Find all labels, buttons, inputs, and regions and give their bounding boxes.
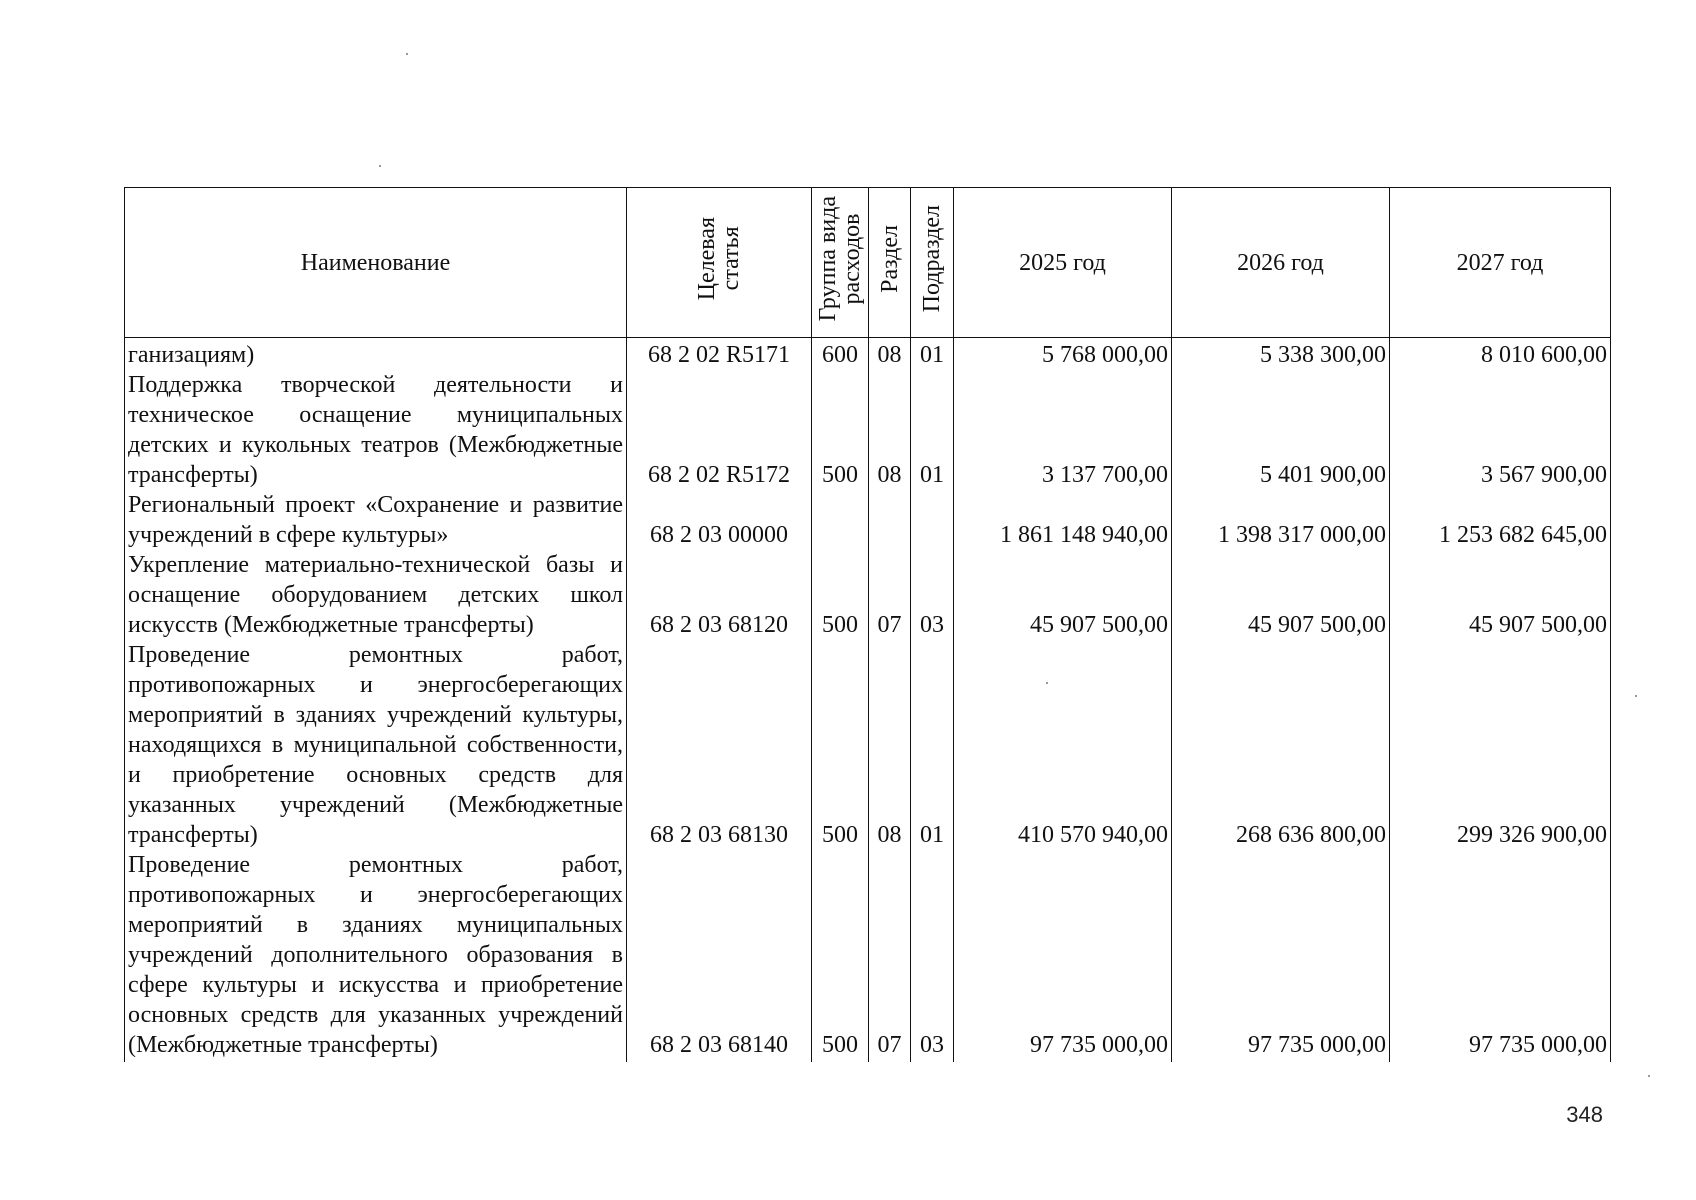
header-2025: 2025 год bbox=[954, 188, 1172, 338]
row-expense-group: 600 bbox=[812, 338, 869, 371]
row-section: 07 bbox=[869, 550, 911, 640]
row-amount-2027: 97 735 000,00 bbox=[1390, 850, 1611, 1062]
row-subsection: 01 bbox=[911, 370, 954, 490]
row-subsection: 03 bbox=[911, 550, 954, 640]
table-body bbox=[125, 338, 1611, 1063]
row-name: Проведение ремонтных работ, противопожарных и энергосберегающих мероприятий в зданиях муниципальных учреждений дополнительного образования в сфере культуры и искусства и приобретение основных средств для указанных учреждений (Межбюджетные трансферты) bbox=[125, 850, 627, 1062]
row-section: 08 bbox=[869, 370, 911, 490]
row-target-article: 68 2 03 68130 bbox=[627, 640, 812, 850]
table-row bbox=[125, 490, 1611, 550]
row-amount-2027: 299 326 900,00 bbox=[1390, 640, 1611, 850]
row-name: Поддержка творческой деятельности и техническое оснащение муниципальных детских и кукольных театров (Межбюджетные трансферты) bbox=[125, 370, 627, 490]
row-amount-2025: 5 768 000,00 bbox=[954, 338, 1172, 371]
row-name: ганизациям) bbox=[125, 338, 627, 371]
row-target-article: 68 2 03 68140 bbox=[627, 850, 812, 1062]
scan-speck bbox=[406, 53, 408, 55]
row-amount-2027: 3 567 900,00 bbox=[1390, 370, 1611, 490]
row-subsection: 03 bbox=[911, 850, 954, 1062]
page-number: 348 bbox=[1566, 1102, 1603, 1127]
row-amount-2027: 8 010 600,00 bbox=[1390, 338, 1611, 371]
row-amount-2026: 97 735 000,00 bbox=[1172, 850, 1390, 1062]
header-name: Наименование bbox=[125, 188, 627, 338]
row-subsection: 01 bbox=[911, 640, 954, 850]
header-target-article: Целевая статья bbox=[627, 188, 812, 338]
table-row bbox=[125, 640, 1611, 850]
row-expense-group: 500 bbox=[812, 370, 869, 490]
header-2026: 2026 год bbox=[1172, 188, 1390, 338]
row-amount-2025: 410 570 940,00 bbox=[954, 640, 1172, 850]
row-amount-2026: 45 907 500,00 bbox=[1172, 550, 1390, 640]
header-expense-group: Группа вида расходов bbox=[812, 188, 869, 338]
row-amount-2027: 45 907 500,00 bbox=[1390, 550, 1611, 640]
scan-speck bbox=[1648, 1075, 1650, 1077]
row-name: Проведение ремонтных работ, противопожарных и энергосберегающих мероприятий в зданиях учреждений культуры, находящихся в муниципальной собственности, и приобретение основных средств для указанных учреждений (Межбюджетные трансферты) bbox=[125, 640, 627, 850]
scan-speck bbox=[1046, 682, 1048, 684]
row-amount-2026: 268 636 800,00 bbox=[1172, 640, 1390, 850]
table-row bbox=[125, 338, 1611, 371]
row-section: 07 bbox=[869, 850, 911, 1062]
row-expense-group: 500 bbox=[812, 550, 869, 640]
row-subsection bbox=[911, 490, 954, 550]
row-amount-2026: 5 338 300,00 bbox=[1172, 338, 1390, 371]
row-section: 08 bbox=[869, 640, 911, 850]
scan-speck bbox=[379, 165, 381, 167]
table-header bbox=[125, 188, 1611, 338]
row-amount-2025: 3 137 700,00 bbox=[954, 370, 1172, 490]
row-section: 08 bbox=[869, 338, 911, 371]
row-amount-2026: 1 398 317 000,00 bbox=[1172, 490, 1390, 550]
row-amount-2025: 45 907 500,00 bbox=[954, 550, 1172, 640]
header-subsection: Подраздел bbox=[911, 188, 954, 338]
row-target-article: 68 2 02 R5171 bbox=[627, 338, 812, 371]
row-subsection: 01 bbox=[911, 338, 954, 371]
table-row bbox=[125, 850, 1611, 1062]
row-amount-2027: 1 253 682 645,00 bbox=[1390, 490, 1611, 550]
row-name: Укрепление материально-технической базы и оснащение оборудованием детских школ искусств (Межбюджетные трансферты) bbox=[125, 550, 627, 640]
row-amount-2026: 5 401 900,00 bbox=[1172, 370, 1390, 490]
scan-speck bbox=[1635, 695, 1637, 697]
row-target-article: 68 2 02 R5172 bbox=[627, 370, 812, 490]
row-expense-group: 500 bbox=[812, 850, 869, 1062]
row-target-article: 68 2 03 68120 bbox=[627, 550, 812, 640]
table-row bbox=[125, 550, 1611, 640]
row-section bbox=[869, 490, 911, 550]
budget-table bbox=[124, 187, 1611, 1062]
row-amount-2025: 97 735 000,00 bbox=[954, 850, 1172, 1062]
row-amount-2025: 1 861 148 940,00 bbox=[954, 490, 1172, 550]
header-2027: 2027 год bbox=[1390, 188, 1611, 338]
row-expense-group bbox=[812, 490, 869, 550]
row-name: Региональный проект «Сохранение и развитие учреждений в сфере культуры» bbox=[125, 490, 627, 550]
header-section: Раздел bbox=[869, 188, 911, 338]
row-target-article: 68 2 03 00000 bbox=[627, 490, 812, 550]
row-expense-group: 500 bbox=[812, 640, 869, 850]
table-row bbox=[125, 370, 1611, 490]
